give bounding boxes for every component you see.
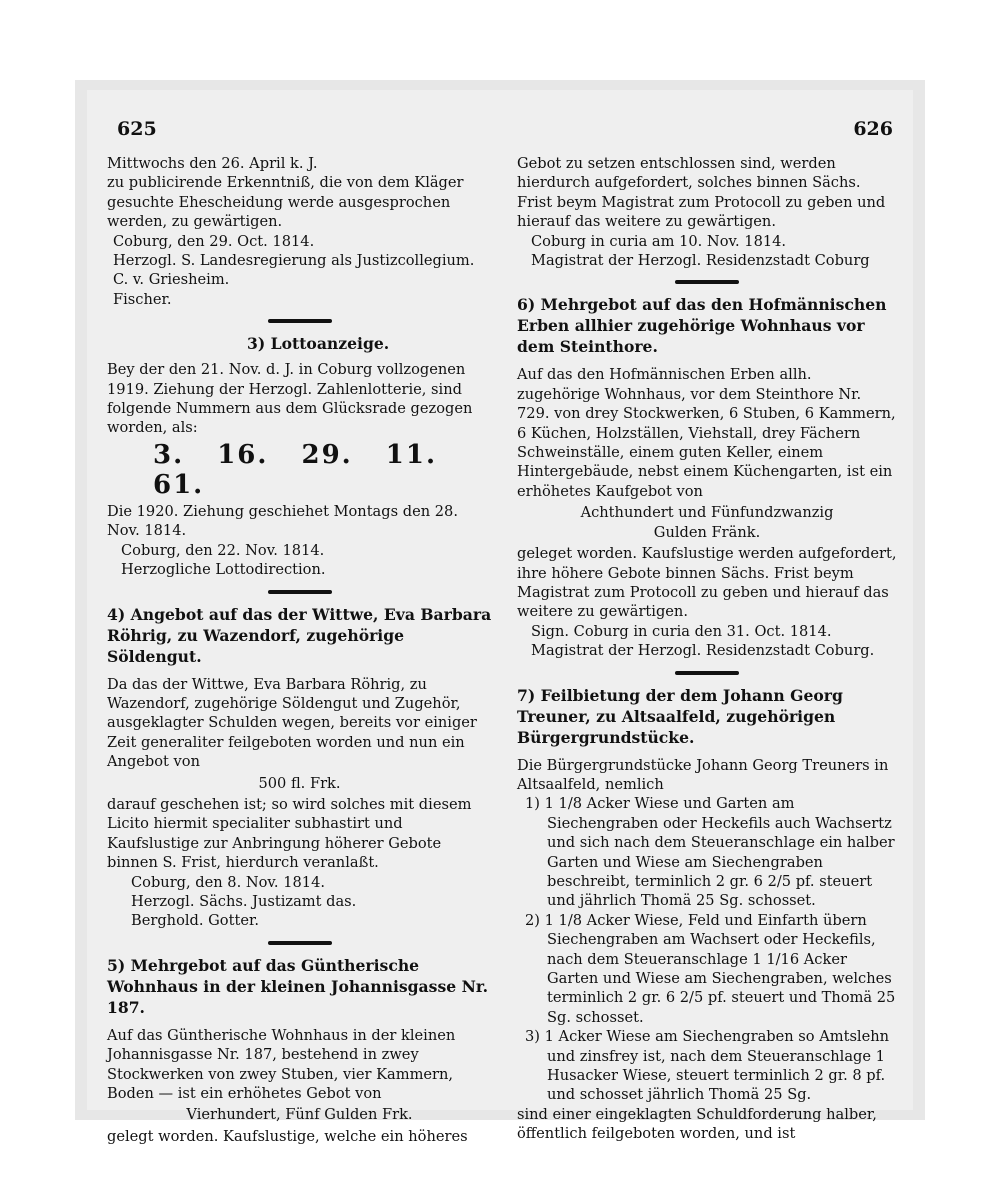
section-4-text: Da das der Wittwe, Eva Barbara Röhrig, zu Wazendorf, zugehörige Söldengut und Zugehör, ausgeklagter Schulden wegen, bereits vor einiger Zeit generaliter feilgeboten worden und nun ein Angebot von xyxy=(107,675,477,771)
section-5-text-2: gelegt worden. Kaufslustige, welche ein höheres xyxy=(107,1127,468,1145)
section-7-item-list xyxy=(517,794,897,1105)
section-divider xyxy=(675,280,739,284)
section-2-continuation: Mittwochs den 26. April k. J. zu publicirende Erkenntniß, die von dem Kläger gesuchte Ehescheidung werde ausgesprochen werden, zu gewärtigen. xyxy=(107,155,464,231)
section-6-text-2: geleget worden. Kaufslustige werden aufgefordert, ihre höhere Gebote binnen Sächs. Frist beym Magistrat zum Protocoll zu geben und hierauf das weitere zu gewärtigen. xyxy=(517,545,897,621)
section-3-next-draw: Die 1920. Ziehung geschiehet Montags den 28. Nov. 1814. xyxy=(107,502,458,540)
section-5-continuation: Gebot zu setzen entschlossen sind, werden hierdurch aufgefordert, solches binnen Sächs. Frist beym Magistrat zum Protocoll zu geben und hierauf das weitere zu gewärtigen. xyxy=(517,155,886,231)
section-7-intro: Die Bürgergrundstücke Johann Georg Treuners in Altsaalfeld, nemlich xyxy=(517,756,889,793)
section-6-signature: Sign. Coburg in curia den 31. Oct. 1814. Magistrat der Herzogl. Residenzstadt Coburg. xyxy=(531,622,875,660)
list-item: 2) 1 1/8 Acker Wiese, Feld und Einfarth übern Siechengraben am Wachsert oder Heckefils, nach dem Steueranschlage 1 1/16 Acker Garten und Wiese am Siechengraben, welches terminlich 2 gr. 6 2/5 pf. steuert und Thomä 25 Sg. schosset. xyxy=(525,911,896,1026)
section-5-heading: 5) Mehrgebot auf das Güntherische Wohnhaus in der kleinen Johannisgasse Nr. 187. xyxy=(107,955,489,1017)
section-4-text-2: darauf geschehen ist; so wird solches mit diesem Licito hiermit specialiter subhastirt und Kaufslustige zur Anbringung höherer Gebote binnen S. Frist, hierdurch veranlaßt. xyxy=(107,795,472,872)
section-3-heading: 3) Lottoanzeige. xyxy=(247,334,390,354)
list-item: 1) 1 1/8 Acker Wiese und Garten am Siechengraben oder Heckefils auch Wachsertz und sich nach dem Steueranschlage ein halber Garten und Wiese am Siechengraben beschreibt, terminlich 2 gr. 6 2/5 pf. steuert und jährlich Thomä 25 Sg. schosset. xyxy=(525,795,895,910)
page-number-right: 626 xyxy=(853,118,893,140)
page-number-left: 625 xyxy=(117,118,157,140)
section-3-text: Bey der den 21. Nov. d. J. in Coburg vollzogenen 1919. Ziehung der Herzogl. Zahlenlotterie, sind folgende Nummern aus dem Glücksrade gezogen worden, als: xyxy=(107,361,473,437)
section-4-heading: 4) Angebot auf das der Wittwe, Eva Barbara Röhrig, zu Wazendorf, zugehörige Söldengut. xyxy=(107,604,492,666)
left-column xyxy=(107,154,492,1146)
section-6-heading: 6) Mehrgebot auf das den Hofmännischen Erben allhier zugehörige Wohnhaus vor dem Steinthore. xyxy=(517,295,887,357)
section-7-heading: 7) Feilbietung der dem Johann Georg Treuner, zu Altsaalfeld, zugehörigen Bürgergrundstücke. xyxy=(517,685,843,747)
lottery-numbers: 3. 16. 29. 11. 61. xyxy=(153,439,437,500)
right-column xyxy=(517,154,897,1144)
section-divider xyxy=(675,671,739,675)
section-5-signature: Coburg in curia am 10. Nov. 1814. Magistrat der Herzogl. Residenzstadt Coburg xyxy=(531,232,870,270)
section-divider xyxy=(268,941,332,945)
list-item: 3) 1 Acker Wiese am Siechengraben so Amtslehn und zinsfrey ist, nach dem Steueranschlage 1 Husacker Wiese, steuert terminlich 2 gr. 8 pf. und schosset jährlich Thomä 25 Sg. xyxy=(525,1028,890,1104)
section-4-signature: Coburg, den 8. Nov. 1814. Herzogl. Sächs. Justizamt das. Berghold. Gotter. xyxy=(131,873,357,930)
section-3-signature: Coburg, den 22. Nov. 1814. Herzogliche Lottodirection. xyxy=(121,541,326,579)
section-5-text: Auf das Güntherische Wohnhaus in der kleinen Johannisgasse Nr. 187, bestehend in zwey Stockwerken von zwey Stuben, vier Kammern, Boden — ist ein erhöhetes Gebot von xyxy=(107,1026,456,1102)
section-divider xyxy=(268,590,332,594)
scanned-newspaper-page xyxy=(75,80,925,1145)
section-6-text: Auf das den Hofmännischen Erben allh. zugehörige Wohnhaus, vor dem Steinthore Nr. 729. von drey Stockwerken, 6 Stuben, 6 Kammern, 6 Küchen, Holzställen, Viehstall, drey Fächern Schweinställe, einem guten Keller, einem Hintergebäude, nebst einem Küchengarten, ist ein erhöhetes Kaufgebot von xyxy=(517,366,896,500)
page-area xyxy=(87,90,913,1145)
section-7-text-2: sind einer eingeklagten Schuldforderung halber, öffentlich feilgeboten worden, und ist xyxy=(517,1105,877,1143)
section-divider xyxy=(268,319,332,323)
section-5-amount: Vierhundert, Fünf Gulden Frk. xyxy=(186,1106,413,1124)
section-6-amount: Achthundert und Fünfundzwanzig Gulden Fränk. xyxy=(580,504,834,541)
section-4-amount: 500 fl. Frk. xyxy=(258,774,341,792)
section-2-signature: Coburg, den 29. Oct. 1814. Herzogl. S. Landesregierung als Justizcollegium. C. v. Griesheim. Fischer. xyxy=(113,232,475,308)
